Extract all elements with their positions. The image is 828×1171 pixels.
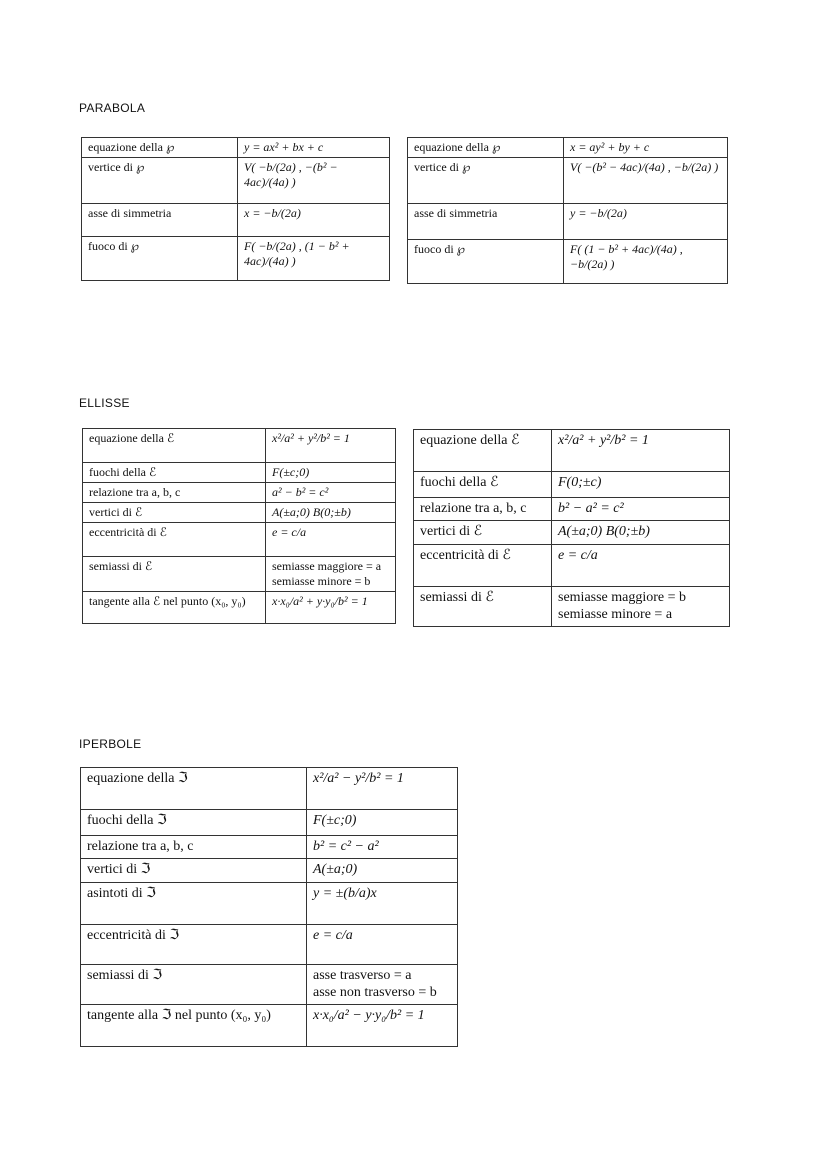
row-formula: F(±c;0) [307, 810, 458, 836]
row-formula: b² − a² = c² [552, 498, 730, 521]
ellisse-heading: ELLISSE [79, 396, 130, 410]
table-row [83, 523, 396, 557]
table-row [81, 882, 458, 924]
table-row [83, 429, 396, 463]
table-row [81, 924, 458, 964]
row-formula: x²/a² − y²/b² = 1 [307, 768, 458, 810]
row-label: fuochi della ℰ [83, 463, 266, 483]
row-label: vertici di ℑ [81, 858, 307, 882]
row-formula: x·x₀/a² + y·y₀/b² = 1 [266, 592, 396, 624]
row-formula: x²/a² + y²/b² = 1 [552, 430, 730, 472]
parabola-heading: PARABOLA [79, 101, 146, 115]
row-label: relazione tra a, b, c [83, 483, 266, 503]
row-label: equazione della ℰ [83, 429, 266, 463]
parabola-table-horizontal-axis [407, 137, 728, 284]
row-label: eccentricità di ℰ [414, 544, 552, 586]
row-label: semiassi di ℑ [81, 964, 307, 1004]
row-label: eccentricità di ℑ [81, 924, 307, 964]
table-row [83, 557, 396, 592]
row-formula: e = c/a [552, 544, 730, 586]
table-row [83, 503, 396, 523]
row-label: equazione della ℑ [81, 768, 307, 810]
table-row [81, 836, 458, 859]
row-formula: F(0;±c) [552, 472, 730, 498]
row-label: equazione della ℘ [82, 138, 238, 158]
table-row [414, 472, 730, 498]
table-row [83, 483, 396, 503]
row-formula: V( −(b² − 4ac)/(4a) , −b/(2a) ) [564, 158, 728, 204]
row-formula: semiasse maggiore = b semiasse minore = a [552, 586, 730, 626]
ellisse-table-vertical-foci [413, 429, 730, 627]
row-label: vertici di ℰ [414, 520, 552, 544]
row-label: tangente alla ℑ nel punto (x₀, y₀) [81, 1004, 307, 1046]
table-row [82, 138, 390, 158]
iperbole-table [80, 767, 458, 1047]
table-row [83, 463, 396, 483]
row-formula: e = c/a [266, 523, 396, 557]
table-row [414, 520, 730, 544]
row-formula: x = −b/(2a) [238, 204, 390, 237]
row-label: vertici di ℰ [83, 503, 266, 523]
table-row [81, 1004, 458, 1046]
table-row [414, 498, 730, 521]
table-row [408, 204, 728, 240]
row-label: fuochi della ℰ [414, 472, 552, 498]
table-row [82, 204, 390, 237]
row-formula: e = c/a [307, 924, 458, 964]
row-label: vertice di ℘ [82, 158, 238, 204]
row-label: asse di simmetria [82, 204, 238, 237]
row-formula: b² = c² − a² [307, 836, 458, 859]
table-row [81, 964, 458, 1004]
row-formula: x·x₀/a² − y·y₀/b² = 1 [307, 1004, 458, 1046]
row-formula: a² − b² = c² [266, 483, 396, 503]
table-row [83, 592, 396, 624]
row-label: tangente alla ℰ nel punto (x₀, y₀) [83, 592, 266, 624]
row-label: fuoco di ℘ [82, 237, 238, 281]
row-formula: F( −b/(2a) , (1 − b² + 4ac)/(4a) ) [238, 237, 390, 281]
table-row [408, 138, 728, 158]
row-label: semiassi di ℰ [83, 557, 266, 592]
row-formula: y = ax² + bx + c [238, 138, 390, 158]
row-formula: A(±a;0) [307, 858, 458, 882]
row-formula: V( −b/(2a) , −(b² − 4ac)/(4a) ) [238, 158, 390, 204]
table-row [81, 768, 458, 810]
row-formula: y = −b/(2a) [564, 204, 728, 240]
table-row [414, 430, 730, 472]
row-formula: semiasse maggiore = a semiasse minore = b [266, 557, 396, 592]
row-label: eccentricità di ℰ [83, 523, 266, 557]
row-formula: x = ay² + by + c [564, 138, 728, 158]
row-formula: A(±a;0) B(0;±b) [552, 520, 730, 544]
table-row [81, 858, 458, 882]
row-label: vertice di ℘ [408, 158, 564, 204]
table-row [82, 158, 390, 204]
row-label: semiassi di ℰ [414, 586, 552, 626]
table-row [81, 810, 458, 836]
row-label: equazione della ℰ [414, 430, 552, 472]
row-label: relazione tra a, b, c [414, 498, 552, 521]
iperbole-heading: IPERBOLE [79, 737, 142, 751]
table-row [408, 240, 728, 284]
row-formula: A(±a;0) B(0;±b) [266, 503, 396, 523]
table-row [82, 237, 390, 281]
table-row [414, 544, 730, 586]
row-label: asintoti di ℑ [81, 882, 307, 924]
row-label: fuoco di ℘ [408, 240, 564, 284]
ellisse-table-horizontal-foci [82, 428, 396, 624]
table-row [414, 586, 730, 626]
table-row [408, 158, 728, 204]
row-formula: asse trasverso = a asse non trasverso = b [307, 964, 458, 1004]
row-formula: x²/a² + y²/b² = 1 [266, 429, 396, 463]
row-formula: F( (1 − b² + 4ac)/(4a) , −b/(2a) ) [564, 240, 728, 284]
row-formula: y = ±(b/a)x [307, 882, 458, 924]
parabola-table-vertical-axis [81, 137, 390, 281]
row-label: fuochi della ℑ [81, 810, 307, 836]
row-label: asse di simmetria [408, 204, 564, 240]
row-label: relazione tra a, b, c [81, 836, 307, 859]
row-formula: F(±c;0) [266, 463, 396, 483]
row-label: equazione della ℘ [408, 138, 564, 158]
